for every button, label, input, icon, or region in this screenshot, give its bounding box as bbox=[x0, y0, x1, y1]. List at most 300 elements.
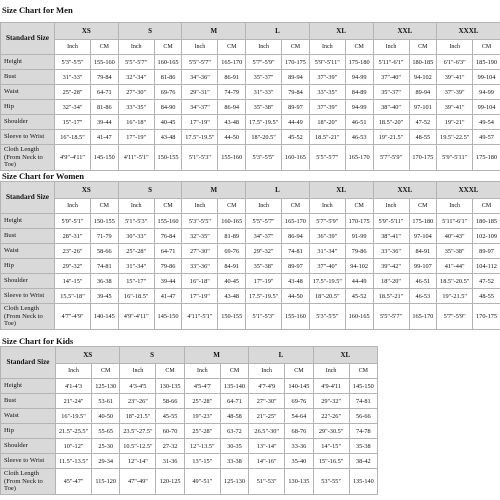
cm-value-cell: 84-89 bbox=[345, 85, 373, 100]
inch-value-cell: 18"-20.5" bbox=[309, 289, 345, 304]
inch-value-cell: 27"-30" bbox=[118, 85, 154, 100]
unit-cm-header: CM bbox=[91, 40, 119, 55]
cm-value-cell: 165-170 bbox=[218, 55, 246, 70]
unit-inch-header: Inch bbox=[120, 364, 156, 379]
size-header-row bbox=[1, 182, 500, 199]
unit-cm-header: CM bbox=[91, 199, 119, 214]
women-size-table bbox=[0, 181, 500, 330]
inch-value-cell: 5'1"-5'3" bbox=[182, 145, 218, 171]
inch-value-cell: 25"-28" bbox=[118, 244, 154, 259]
inch-value-cell: 38"-40" bbox=[373, 100, 409, 115]
row-label: Bust bbox=[1, 70, 55, 85]
inch-value-cell: 33"-36" bbox=[373, 244, 409, 259]
unit-inch-header: Inch bbox=[246, 40, 282, 55]
inch-value-cell: 37"-39" bbox=[309, 70, 345, 85]
cm-value-cell: 43-48 bbox=[282, 274, 310, 289]
unit-cm-header: CM bbox=[473, 40, 500, 55]
size-header-l: L bbox=[246, 23, 310, 40]
cm-value-cell: 99-104 bbox=[473, 70, 500, 85]
cm-value-cell: 47-52 bbox=[409, 115, 437, 130]
inch-value-cell: 5'5"-5'7" bbox=[182, 55, 218, 70]
inch-value-cell: 23"-26" bbox=[55, 244, 91, 259]
inch-value-cell: 19"-23" bbox=[184, 409, 220, 424]
cm-value-cell: 81-89 bbox=[218, 229, 246, 244]
cm-value-cell: 74-79 bbox=[218, 85, 246, 100]
inch-value-cell: 5'7"-5'9" bbox=[373, 145, 409, 171]
cm-value-cell: 94-102 bbox=[409, 70, 437, 85]
inch-value-cell: 4'9"-4'11" bbox=[118, 304, 154, 330]
unit-inch-header: Inch bbox=[309, 40, 345, 55]
unit-cm-header: CM bbox=[473, 199, 500, 214]
unit-inch-header: Inch bbox=[118, 199, 154, 214]
cm-value-cell: 97-101 bbox=[409, 100, 437, 115]
unit-inch-header: Inch bbox=[56, 364, 92, 379]
inch-value-cell: 5'9"-5'1" bbox=[55, 214, 91, 229]
women-section-title: Size Chart for Women bbox=[2, 171, 85, 181]
size-header-row bbox=[1, 23, 500, 40]
inch-value-cell: 5'3"-5'5" bbox=[246, 145, 282, 171]
inch-value-cell: 17.5"-19.5" bbox=[246, 289, 282, 304]
inch-value-cell: 21"-25" bbox=[249, 409, 285, 424]
inch-value-cell: 47"-49" bbox=[120, 469, 156, 495]
size-header-xxl: XXL bbox=[373, 23, 437, 40]
cm-value-cell: 99-107 bbox=[409, 259, 437, 274]
inch-value-cell: 5'7"-5'9" bbox=[437, 304, 473, 330]
inch-value-cell: 31"-33" bbox=[55, 70, 91, 85]
cm-value-cell: 145-150 bbox=[154, 304, 182, 330]
inch-value-cell: 49"-51" bbox=[184, 469, 220, 495]
inch-value-cell: 37"-39" bbox=[309, 100, 345, 115]
cm-value-cell: 99-104 bbox=[473, 100, 500, 115]
cm-value-cell: 89-97 bbox=[473, 244, 500, 259]
row-label: Bust bbox=[1, 394, 56, 409]
inch-value-cell: 38"-41" bbox=[373, 229, 409, 244]
cm-value-cell: 60-70 bbox=[156, 424, 184, 439]
row-label: Height bbox=[1, 55, 55, 70]
men-size-table bbox=[0, 22, 500, 171]
unit-cm-header: CM bbox=[218, 40, 246, 55]
inch-value-cell: 33"-36" bbox=[182, 259, 218, 274]
inch-value-cell: 17"-19" bbox=[118, 130, 154, 145]
table-row bbox=[1, 244, 500, 259]
cm-value-cell: 43-48 bbox=[218, 289, 246, 304]
cm-value-cell: 54-64 bbox=[285, 409, 313, 424]
table-row bbox=[1, 469, 378, 495]
inch-value-cell: 15.5"-18" bbox=[55, 289, 91, 304]
inch-value-cell: 5'5"-5'7" bbox=[309, 145, 345, 171]
cm-value-cell: 150-155 bbox=[218, 304, 246, 330]
inch-value-cell: 17"-19" bbox=[182, 115, 218, 130]
inch-value-cell: 14"-15" bbox=[55, 274, 91, 289]
cm-value-cell: 160-165 bbox=[218, 214, 246, 229]
inch-value-cell: 17.5"-19.5" bbox=[182, 130, 218, 145]
table-row bbox=[1, 454, 378, 469]
unit-inch-header: Inch bbox=[182, 199, 218, 214]
inch-value-cell: 30"-33" bbox=[118, 229, 154, 244]
inch-value-cell: 4'1-4'3 bbox=[56, 379, 92, 394]
inch-value-cell: 39"-41" bbox=[437, 100, 473, 115]
cm-value-cell: 155-160 bbox=[154, 214, 182, 229]
inch-value-cell: 25"-28" bbox=[55, 85, 91, 100]
cm-value-cell: 165-170 bbox=[345, 145, 373, 171]
inch-value-cell: 14"-15" bbox=[313, 439, 349, 454]
row-label: Waist bbox=[1, 409, 56, 424]
inch-value-cell: 22"-26" bbox=[313, 409, 349, 424]
inch-value-cell: 21"-24" bbox=[56, 394, 92, 409]
cm-value-cell: 84-91 bbox=[218, 259, 246, 274]
inch-value-cell: 45"-47" bbox=[56, 469, 92, 495]
cm-value-cell: 46-53 bbox=[409, 289, 437, 304]
inch-value-cell: 16"-19.5" bbox=[56, 409, 92, 424]
cm-value-cell: 145-150 bbox=[91, 145, 119, 171]
cm-value-cell: 185-190 bbox=[473, 55, 500, 70]
row-label: Hip bbox=[1, 259, 55, 274]
row-label: Waist bbox=[1, 244, 55, 259]
inch-value-cell: 13"-15" bbox=[184, 454, 220, 469]
inch-value-cell: 17.5"-19.5" bbox=[309, 274, 345, 289]
cm-value-cell: 155-160 bbox=[282, 304, 310, 330]
size-header-l: L bbox=[249, 347, 313, 364]
cm-value-cell: 64-71 bbox=[154, 244, 182, 259]
inch-value-cell: 27"-30" bbox=[182, 244, 218, 259]
table-row bbox=[1, 115, 500, 130]
inch-value-cell: 5'5"-5'7" bbox=[246, 214, 282, 229]
cm-value-cell: 53-61 bbox=[92, 394, 120, 409]
inch-value-cell: 18"-20.5" bbox=[246, 130, 282, 145]
cm-value-cell: 68-76 bbox=[285, 424, 313, 439]
cm-value-cell: 140-145 bbox=[91, 304, 119, 330]
cm-value-cell: 58-66 bbox=[91, 244, 119, 259]
cm-value-cell: 89-94 bbox=[409, 85, 437, 100]
row-label: Cloth Length (From Neck to Toe) bbox=[1, 469, 56, 495]
inch-value-cell: 4'9-4'11 bbox=[313, 379, 349, 394]
inch-value-cell: 33"-35" bbox=[309, 85, 345, 100]
size-header-row bbox=[1, 347, 378, 364]
cm-value-cell: 69-76 bbox=[285, 394, 313, 409]
inch-value-cell: 5'7"-5'9" bbox=[246, 55, 282, 70]
inch-value-cell: 34"-36" bbox=[182, 70, 218, 85]
cm-value-cell: 44-50 bbox=[218, 130, 246, 145]
inch-value-cell: 10"-12" bbox=[56, 439, 92, 454]
inch-value-cell: 17"-19" bbox=[246, 274, 282, 289]
inch-value-cell: 19"-21.5" bbox=[437, 289, 473, 304]
unit-cm-header: CM bbox=[156, 364, 184, 379]
unit-cm-header: CM bbox=[218, 199, 246, 214]
cm-value-cell: 74-81 bbox=[349, 394, 377, 409]
cm-value-cell: 160-165 bbox=[282, 145, 310, 171]
inch-value-cell: 5'1"-5'3" bbox=[118, 214, 154, 229]
inch-value-cell: 15"-17" bbox=[55, 115, 91, 130]
unit-cm-header: CM bbox=[282, 199, 310, 214]
cm-value-cell: 97-104 bbox=[409, 229, 437, 244]
unit-cm-header: CM bbox=[345, 199, 373, 214]
cm-value-cell: 155-160 bbox=[218, 145, 246, 171]
unit-cm-header: CM bbox=[349, 364, 377, 379]
cm-value-cell: 45-52 bbox=[345, 289, 373, 304]
cm-value-cell: 89-97 bbox=[282, 259, 310, 274]
size-header-s: S bbox=[118, 23, 182, 40]
inch-value-cell: 35"-37" bbox=[246, 70, 282, 85]
cm-value-cell: 94-99 bbox=[473, 85, 500, 100]
cm-value-cell: 40-45 bbox=[154, 115, 182, 130]
cm-value-cell: 74-81 bbox=[282, 244, 310, 259]
cm-value-cell: 180-185 bbox=[473, 214, 500, 229]
inch-value-cell: 17.5"-19.5" bbox=[246, 115, 282, 130]
unit-cm-header: CM bbox=[345, 40, 373, 55]
inch-value-cell: 34"-37" bbox=[182, 100, 218, 115]
inch-value-cell: 19"-21.5" bbox=[373, 130, 409, 145]
inch-value-cell: 27"-30" bbox=[249, 394, 285, 409]
size-header-s: S bbox=[120, 347, 184, 364]
cm-value-cell: 48-55 bbox=[409, 130, 437, 145]
inch-value-cell: 31"-34" bbox=[118, 259, 154, 274]
cm-value-cell: 130-135 bbox=[156, 379, 184, 394]
inch-value-cell: 32"-34" bbox=[55, 100, 91, 115]
inch-value-cell: 18"-21.5" bbox=[120, 409, 156, 424]
standard-size-header: Standard Size bbox=[1, 347, 56, 379]
cm-value-cell: 36-38 bbox=[91, 274, 119, 289]
inch-value-cell: 10.5"-12.5" bbox=[120, 439, 156, 454]
unit-header-row bbox=[1, 199, 500, 214]
inch-value-cell: 35"-37" bbox=[373, 85, 409, 100]
unit-inch-header: Inch bbox=[246, 199, 282, 214]
inch-value-cell: 41"-44" bbox=[437, 259, 473, 274]
cm-value-cell: 29-34 bbox=[92, 454, 120, 469]
table-row bbox=[1, 145, 500, 171]
inch-value-cell: 26.5"-30" bbox=[249, 424, 285, 439]
cm-value-cell: 84-90 bbox=[154, 100, 182, 115]
inch-value-cell: 32"-35" bbox=[182, 229, 218, 244]
cm-value-cell: 86-94 bbox=[218, 100, 246, 115]
inch-value-cell: 4'5-4'7 bbox=[184, 379, 220, 394]
cm-value-cell: 27-32 bbox=[156, 439, 184, 454]
unit-header-row bbox=[1, 364, 378, 379]
row-label: Shoulder bbox=[1, 115, 55, 130]
inch-value-cell: 5'5"-5'7" bbox=[373, 304, 409, 330]
table-row bbox=[1, 229, 500, 244]
table-row bbox=[1, 85, 500, 100]
inch-value-cell: 5'3"-5'5" bbox=[309, 304, 345, 330]
cm-value-cell: 150-155 bbox=[91, 214, 119, 229]
row-label: Height bbox=[1, 379, 56, 394]
inch-value-cell: 29"-32" bbox=[313, 394, 349, 409]
table-row bbox=[1, 55, 500, 70]
inch-value-cell: 15"-16.5" bbox=[313, 454, 349, 469]
row-label: Bust bbox=[1, 229, 55, 244]
cm-value-cell: 44-49 bbox=[282, 115, 310, 130]
inch-value-cell: 40"-43" bbox=[437, 229, 473, 244]
cm-value-cell: 35-38 bbox=[349, 439, 377, 454]
size-header-m: M bbox=[182, 23, 246, 40]
unit-header-row bbox=[1, 40, 500, 55]
cm-value-cell: 44-50 bbox=[282, 289, 310, 304]
cm-value-cell: 170-175 bbox=[282, 55, 310, 70]
inch-value-cell: 5'5"-5'7" bbox=[118, 55, 154, 70]
cm-value-cell: 155-160 bbox=[91, 55, 119, 70]
inch-value-cell: 18.5"-21" bbox=[373, 289, 409, 304]
unit-inch-header: Inch bbox=[55, 199, 91, 214]
inch-value-cell: 5'11"-6'1" bbox=[373, 55, 409, 70]
cm-value-cell: 89-94 bbox=[282, 70, 310, 85]
cm-value-cell: 104-112 bbox=[473, 259, 500, 274]
unit-inch-header: Inch bbox=[249, 364, 285, 379]
unit-inch-header: Inch bbox=[313, 364, 349, 379]
cm-value-cell: 145-150 bbox=[349, 379, 377, 394]
unit-inch-header: Inch bbox=[437, 40, 473, 55]
inch-value-cell: 25"-28" bbox=[184, 424, 220, 439]
cm-value-cell: 39-45 bbox=[91, 289, 119, 304]
inch-value-cell: 15"-17" bbox=[118, 274, 154, 289]
size-header-xxxl: XXXL bbox=[437, 182, 500, 199]
inch-value-cell: 31"-33" bbox=[246, 85, 282, 100]
cm-value-cell: 64-71 bbox=[220, 394, 248, 409]
size-header-xl: XL bbox=[309, 23, 373, 40]
inch-value-cell: 4'3-4'5 bbox=[120, 379, 156, 394]
inch-value-cell: 23.5"-27.5" bbox=[120, 424, 156, 439]
unit-cm-header: CM bbox=[285, 364, 313, 379]
inch-value-cell: 35"-38" bbox=[246, 100, 282, 115]
cm-value-cell: 31-36 bbox=[156, 454, 184, 469]
cm-value-cell: 79-84 bbox=[91, 70, 119, 85]
row-label: Height bbox=[1, 214, 55, 229]
cm-value-cell: 25-30 bbox=[92, 439, 120, 454]
standard-size-header: Standard Size bbox=[1, 23, 55, 55]
standard-size-header: Standard Size bbox=[1, 182, 55, 214]
inch-value-cell: 29"-32" bbox=[55, 259, 91, 274]
cm-value-cell: 79-86 bbox=[345, 244, 373, 259]
cm-value-cell: 91-99 bbox=[345, 229, 373, 244]
unit-cm-header: CM bbox=[282, 40, 310, 55]
cm-value-cell: 160-165 bbox=[154, 55, 182, 70]
size-header-m: M bbox=[182, 182, 246, 199]
size-header-xl: XL bbox=[313, 347, 377, 364]
cm-value-cell: 38-42 bbox=[349, 454, 377, 469]
inch-value-cell: 6'1"-6'3" bbox=[437, 55, 473, 70]
cm-value-cell: 79-84 bbox=[282, 85, 310, 100]
cm-value-cell: 135-140 bbox=[220, 379, 248, 394]
inch-value-cell: 5'3"-5'5" bbox=[182, 214, 218, 229]
inch-value-cell: 18"-20" bbox=[309, 115, 345, 130]
row-label: Sleeve to Wrist bbox=[1, 454, 56, 469]
row-label: Shoulder bbox=[1, 439, 56, 454]
cm-value-cell: 40-45 bbox=[218, 274, 246, 289]
size-header-xs: XS bbox=[55, 182, 119, 199]
inch-value-cell: 19.5"-22.5" bbox=[437, 130, 473, 145]
cm-value-cell: 45-55 bbox=[156, 409, 184, 424]
table-row bbox=[1, 70, 500, 85]
cm-value-cell: 150-155 bbox=[154, 145, 182, 171]
inch-value-cell: 34"-37" bbox=[246, 229, 282, 244]
inch-value-cell: 37"-40" bbox=[373, 70, 409, 85]
cm-value-cell: 74-81 bbox=[91, 259, 119, 274]
cm-value-cell: 43-48 bbox=[154, 130, 182, 145]
cm-value-cell: 125-130 bbox=[220, 469, 248, 495]
cm-value-cell: 79-86 bbox=[154, 259, 182, 274]
unit-cm-header: CM bbox=[220, 364, 248, 379]
cm-value-cell: 71-79 bbox=[91, 229, 119, 244]
cm-value-cell: 49-57 bbox=[473, 130, 500, 145]
inch-value-cell: 33"-35" bbox=[118, 100, 154, 115]
inch-value-cell: 4'9"-4'11" bbox=[55, 145, 91, 171]
table-row bbox=[1, 409, 378, 424]
inch-value-cell: 36"-39" bbox=[309, 229, 345, 244]
table-row bbox=[1, 394, 378, 409]
inch-value-cell: 19"-21" bbox=[437, 115, 473, 130]
cm-value-cell: 49-54 bbox=[473, 115, 500, 130]
inch-value-cell: 5'9"-5'11" bbox=[309, 55, 345, 70]
inch-value-cell: 4'7"-4'9" bbox=[55, 304, 91, 330]
cm-value-cell: 40-50 bbox=[92, 409, 120, 424]
size-header-m: M bbox=[184, 347, 248, 364]
cm-value-cell: 125-130 bbox=[92, 379, 120, 394]
inch-value-cell: 32"-34" bbox=[118, 70, 154, 85]
inch-value-cell: 5'9"-5'11" bbox=[437, 145, 473, 171]
cm-value-cell: 74-78 bbox=[349, 424, 377, 439]
table-row bbox=[1, 130, 500, 145]
table-row bbox=[1, 100, 500, 115]
inch-value-cell: 16"-18" bbox=[118, 115, 154, 130]
table-row bbox=[1, 424, 378, 439]
inch-value-cell: 18.5"-20" bbox=[373, 115, 409, 130]
inch-value-cell: 4'7-4'9 bbox=[249, 379, 285, 394]
size-header-l: L bbox=[246, 182, 310, 199]
inch-value-cell: 16"-18" bbox=[182, 274, 218, 289]
row-label: Waist bbox=[1, 85, 55, 100]
cm-value-cell: 175-180 bbox=[409, 214, 437, 229]
cm-value-cell: 94-99 bbox=[345, 70, 373, 85]
inch-value-cell: 14"-16" bbox=[249, 454, 285, 469]
cm-value-cell: 45-52 bbox=[282, 130, 310, 145]
unit-cm-header: CM bbox=[92, 364, 120, 379]
cm-value-cell: 48-55 bbox=[473, 289, 500, 304]
inch-value-cell: 37"-40" bbox=[309, 259, 345, 274]
cm-value-cell: 175-180 bbox=[473, 145, 500, 171]
cm-value-cell: 55-65 bbox=[92, 424, 120, 439]
row-label: Hip bbox=[1, 100, 55, 115]
row-label: Cloth Length (From Neck to Toe) bbox=[1, 304, 55, 330]
inch-value-cell: 17"-19" bbox=[182, 289, 218, 304]
cm-value-cell: 44-49 bbox=[345, 274, 373, 289]
cm-value-cell: 33-38 bbox=[220, 454, 248, 469]
cm-value-cell: 33-36 bbox=[285, 439, 313, 454]
inch-value-cell: 39"-42" bbox=[373, 259, 409, 274]
men-section-title: Size Chart for Men bbox=[2, 5, 73, 15]
unit-inch-header: Inch bbox=[437, 199, 473, 214]
unit-inch-header: Inch bbox=[373, 199, 409, 214]
inch-value-cell: 18.5"-20.5" bbox=[437, 274, 473, 289]
inch-value-cell: 31"-34" bbox=[309, 244, 345, 259]
inch-value-cell: 51"-53" bbox=[249, 469, 285, 495]
cm-value-cell: 41-47 bbox=[91, 130, 119, 145]
cm-value-cell: 48-58 bbox=[220, 409, 248, 424]
inch-value-cell: 5'9"-5'11" bbox=[373, 214, 409, 229]
inch-value-cell: 21.5"-25.5" bbox=[56, 424, 92, 439]
inch-value-cell: 37"-39" bbox=[437, 85, 473, 100]
cm-value-cell: 84-91 bbox=[409, 244, 437, 259]
size-header-xs: XS bbox=[55, 23, 119, 40]
cm-value-cell: 39-44 bbox=[154, 274, 182, 289]
unit-inch-header: Inch bbox=[309, 199, 345, 214]
inch-value-cell: 5'1"-5'3" bbox=[246, 304, 282, 330]
cm-value-cell: 86-94 bbox=[282, 229, 310, 244]
inch-value-cell: 4'11"-5'1" bbox=[118, 145, 154, 171]
inch-value-cell: 12"-13.5" bbox=[184, 439, 220, 454]
row-label: Hip bbox=[1, 424, 56, 439]
table-row bbox=[1, 304, 500, 330]
inch-value-cell: 25"-28" bbox=[184, 394, 220, 409]
unit-inch-header: Inch bbox=[182, 40, 218, 55]
table-row bbox=[1, 274, 500, 289]
